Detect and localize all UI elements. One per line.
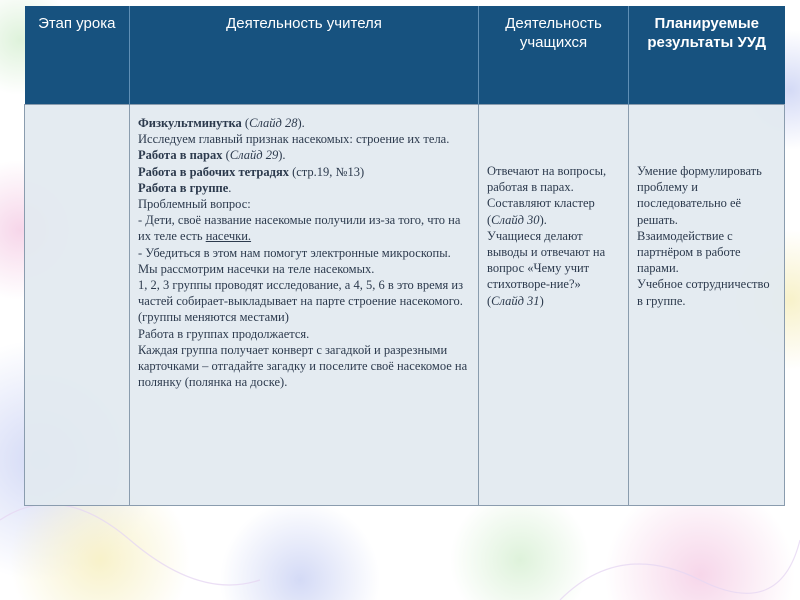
result-text: Умение формулировать проблему и последовательно её решать. <box>637 164 762 227</box>
header-planned-results: Планируемые результаты УУД <box>629 6 785 105</box>
teacher-text: Работа в группах продолжается. <box>138 326 310 341</box>
student-text: Отвечают на вопросы, работая в парах. <box>487 164 607 195</box>
table-header-row <box>25 6 785 105</box>
teacher-text: (группы меняются местами) <box>138 310 289 325</box>
teacher-text: 1, 2, 3 группы проводят исследование, а 4, 5, 6 в это время из частей собирает-выкладывает на парте строение насекомого. <box>138 278 464 309</box>
table-row <box>25 105 785 506</box>
cell-stage <box>25 105 130 506</box>
teacher-text: Проблемный вопрос: <box>138 197 251 212</box>
cell-planned-results <box>629 105 785 506</box>
teacher-text: Исследуем главный признак насекомых: строение их тела. <box>138 132 450 147</box>
decor-bubble <box>450 490 590 600</box>
result-text: Взаимодействие с партнёром в работе парами. <box>637 228 741 276</box>
cell-student-activity: Отвечают на вопросы, работая в парах. Составляют кластер (Слайд 30). Учащиеся делают выводы и отвечают на вопрос «Чему учит стихотворе-ние?» (Слайд 31) <box>479 105 629 506</box>
header-teacher-activity: Деятельность учителя <box>130 6 479 105</box>
header-stage: Этап урока <box>25 6 130 105</box>
header-student-activity: Деятельность учащихся <box>479 6 629 105</box>
teacher-text: Каждая группа получает конверт с загадкой и разрезными карточками – отгадайте загадку и поселите своё насекомое на полянку (полянка на доске). <box>138 342 468 390</box>
lesson-plan-table <box>24 6 785 506</box>
cell-teacher-activity: Физкультминутка (Слайд 28). Исследуем главный признак насекомых: строение их тела. Работа в парах (Слайд 29). Работа в рабочих тетрадях (стр.19, №13) Работа в группе. Проблемный вопрос: - Дети, своё название насекомые получили из-за того, что на их теле есть насечки. - Убедиться в этом нам помогут электронные микроскопы. Мы рассмотрим насечки на теле насекомых. 1, 2, 3 группы проводят исследование, а 4, 5, 6 в это время из частей собирает-выкладывает на парте строение насекомого. (группы меняются местами) Работа в группах продолжается. Каждая группа получает конверт с загадкой и разрезными карточками – отгадайте загадку и поселите своё насекомое на полянку (полянка на доске). <box>130 105 479 506</box>
result-text: Учебное сотрудничество в группе. <box>637 277 770 308</box>
decor-bubble <box>220 500 380 600</box>
teacher-text: - Убедиться в этом нам помогут электронные микроскопы. Мы рассмотрим насечки на теле насекомых. <box>138 245 451 276</box>
